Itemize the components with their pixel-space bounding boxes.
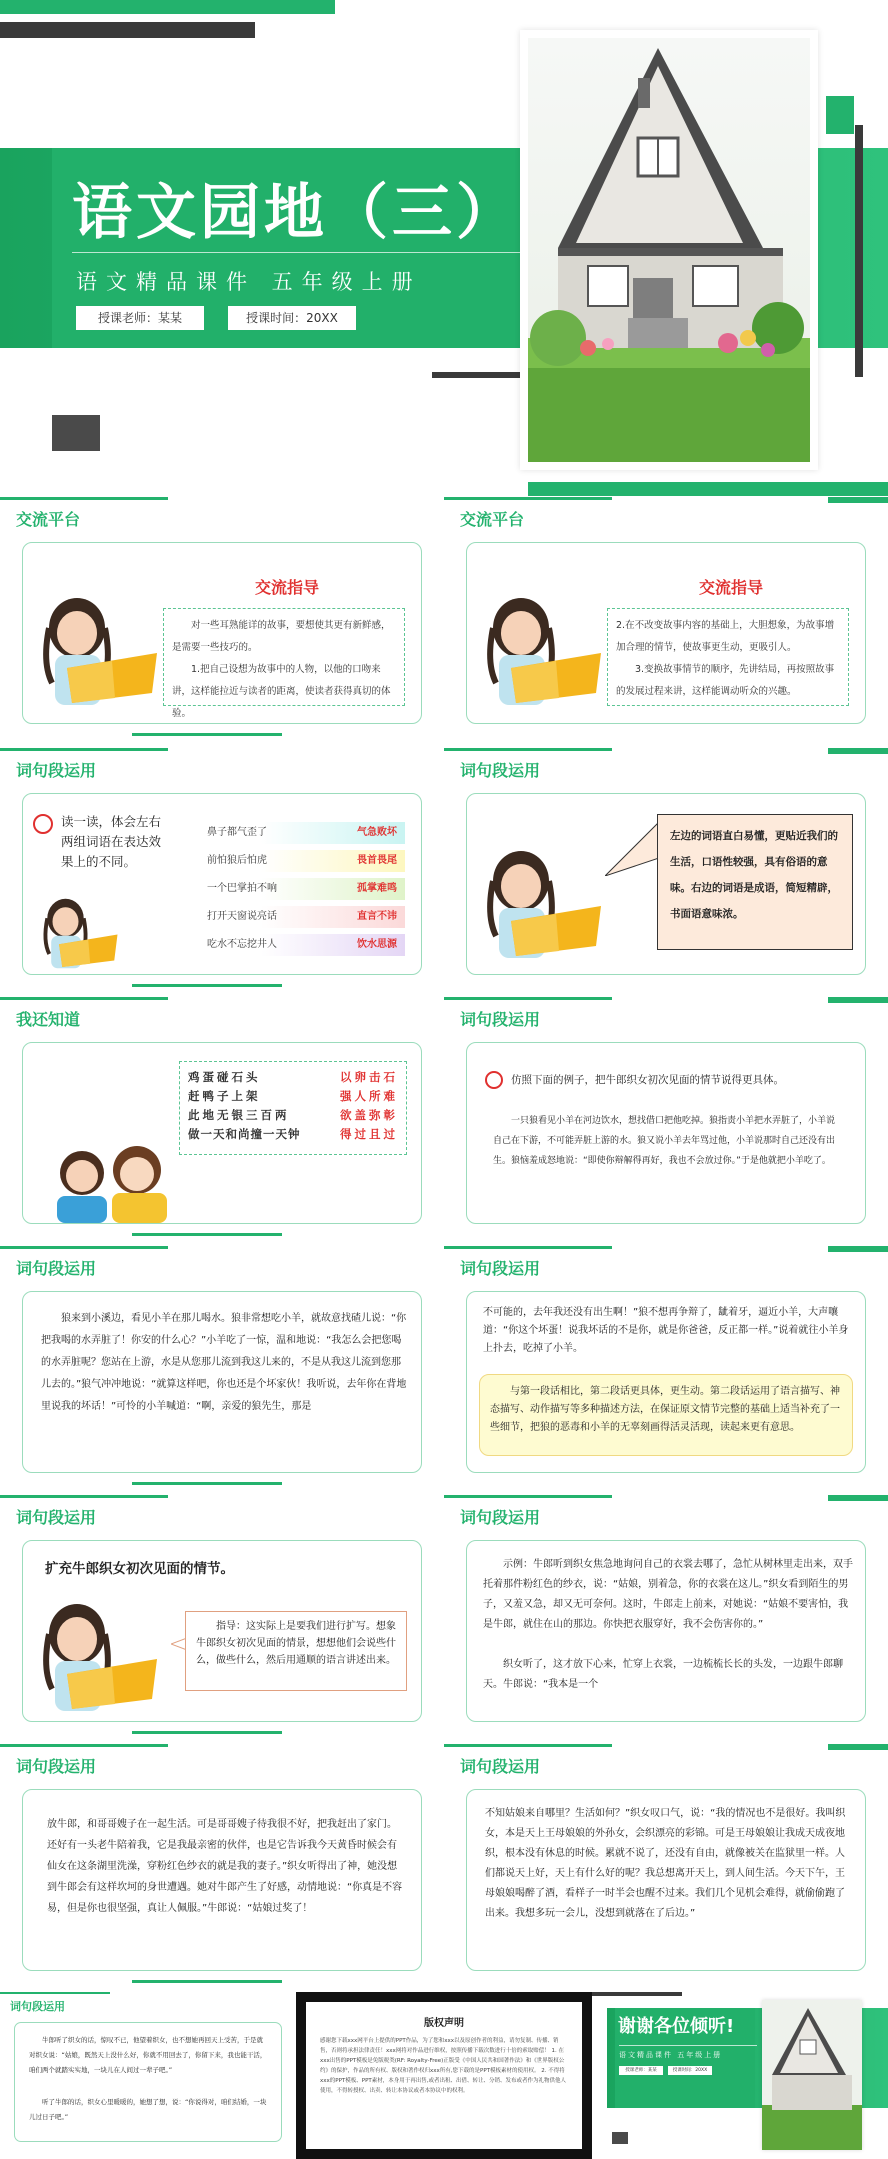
slide-card: [466, 793, 866, 975]
word-row: [199, 906, 405, 928]
slide-title: 词句段运用: [460, 1259, 541, 1278]
copyright-text: 感谢您下载xxx网平台上提供的PPT作品，为了您和xxx以及原创作者的利益，请勿复制、传播、销售，否则将承担法律责任！xxx网将对作品进行维权，按照传播下载次数进行十倍的索取赔偿！ 1. 在xxx出售的PPT模板是免版税类(RF: Royalty-Free)正版受《中国人民共和国著作法》和《世界版权公约》的保护，作品的所有权、版权和著作权归xxx所有,您下载的是PPT模板素材的使用权。 2. 不得将xxx的PPT模板、PPT素材，本身用于再出售,或者出租、出借、转让、分销、发布或者作为礼物供他人使用，不得转授权、出卖、转让本协议或者本协议中的权利。: [320, 2038, 567, 2094]
slide-corner-line: [828, 497, 888, 503]
word-right: 畏首畏尾: [357, 855, 397, 866]
guidance-box: [607, 608, 849, 706]
slide-title: 词句段运用: [460, 1010, 541, 1029]
slide-card: [466, 1291, 866, 1473]
slide-example-1: [444, 1495, 888, 1740]
word-right: 孤掌难鸣: [357, 883, 397, 894]
word-right: 饮水思源: [357, 939, 397, 950]
slide-corner-line: [828, 1495, 888, 1501]
girl-reading-image: [27, 1589, 162, 1719]
cover-bottom-line: [528, 482, 888, 496]
idiom-row: [188, 1125, 398, 1144]
thanks-time-tag: 授课时间：20XX: [668, 2066, 712, 2075]
cover-title: 语文园地（三）: [72, 178, 520, 248]
slide-words-compare: [0, 748, 444, 993]
slide-bottom-line: [132, 1980, 282, 1983]
idiom-box: [179, 1061, 407, 1155]
cover-divider: [72, 252, 527, 253]
guidance-p2: 3.变换故事情节的顺序，先讲结局，再按照故事的发展过程来讲，这样能调动听众的兴趣。: [616, 664, 835, 697]
slide-title: 词句段运用: [10, 2000, 65, 2013]
slide-top-line: [0, 1495, 168, 1498]
slide-top-line: [0, 1992, 110, 1994]
slide-card: [466, 542, 866, 724]
word-left: 鼻子都气歪了: [207, 827, 267, 838]
explain-callout: 左边的词语直白易懂，更贴近我们的生活，口语性较强，具有俗语的意味。右边的词语是成语，简短精辟，书面语意味浓。: [657, 814, 853, 950]
girl-reading-image: [27, 583, 162, 713]
slide-title: 交流平台: [16, 510, 81, 529]
cover-slide: [0, 0, 888, 480]
slide-example-3: [444, 1744, 888, 1989]
word-left: 一个巴掌拍不响: [207, 883, 277, 894]
slide-wolf-lamb-2: [444, 1246, 888, 1491]
slide-example-2: [0, 1744, 444, 1989]
idiom-left: 鸡蛋碰石头: [188, 1070, 261, 1084]
hint-box: 指导：这实际上是要我们进行扩写。想象牛郎织女初次见面的情景，想想他们会说些什么，做些什么，然后用通顺的语言讲述出来。: [185, 1611, 407, 1691]
slide-card: [22, 1042, 422, 1224]
cover-top-bar: [0, 0, 335, 14]
idiom-right: 以卵击石: [340, 1070, 398, 1084]
slide-card: [22, 793, 422, 975]
circle-bullet-icon: [33, 814, 53, 834]
slide-card: [22, 1291, 422, 1473]
slide-corner-line: [828, 997, 888, 1003]
wolf-lamb-short: 一只狼看见小羊在河边饮水，想找借口把他吃掉。狼指责小羊把水弄脏了，小羊说自己在下游，不可能弄脏上游的水。狼又说小羊去年骂过他，小羊说那时自己还没有出生。狼恼羞成怒地说：“即使你辩解得再好，我也不会放过你。”于是他就把小羊吃了。: [493, 1116, 836, 1166]
imitate-prompt: 仿照下面的例子，把牛郎织女初次见面的情节说得更具体。: [511, 1074, 784, 1086]
girl-reading-image: [33, 889, 121, 974]
thanks-dark-bar: [592, 1992, 682, 1996]
slide-top-line: [444, 497, 612, 500]
guidance-p1: 2.在不改变故事内容的基础上，大胆想象，为故事增加合理的情节，使故事更生动，更吸引人。: [616, 620, 835, 653]
section-heading: 交流指导: [699, 578, 764, 597]
cover-dark-square: [52, 415, 100, 451]
word-left: 前怕狼后怕虎: [207, 855, 267, 866]
slide-top-line: [0, 997, 168, 1000]
final-text-2: 听了牛郎的话，织女心里暖暖的，她想了想，说：“你说得对，咱们结婚，一块儿过日子吧。”: [29, 2098, 267, 2121]
copyright-slide: [296, 1992, 592, 2159]
task-heading: 扩充牛郎织女初次见面的情节。: [45, 1561, 234, 1577]
slide-card: [466, 1042, 866, 1224]
slide-title: 词句段运用: [460, 1508, 541, 1527]
slide-imitate: [444, 997, 888, 1242]
slide-card: [22, 1789, 422, 1971]
slide-title: 词句段运用: [16, 1508, 97, 1527]
slide-top-line: [0, 497, 168, 500]
word-left: 打开天窗说亮话: [207, 911, 277, 922]
idiom-right: 欲盖弥彰: [340, 1108, 398, 1122]
time-tag: 授课时间：20XX: [228, 306, 356, 330]
slide-top-line: [444, 1246, 612, 1249]
slide-i-know: [0, 997, 444, 1242]
guidance-p2: 1.把自己设想为故事中的人物，以他的口吻来讲，这样能拉近与读者的距离，使读者获得真切的体验。: [172, 664, 391, 719]
slide-card: [466, 1540, 866, 1722]
slide-exchange-2: [444, 497, 888, 742]
slide-exchange-1: [0, 497, 444, 742]
analysis-note: 与第一段话相比，第二段话更具体，更生动。第二段话运用了语言描写、神态描写、动作描写等多种描述方法，在保证原文情节完整的基础上适当补充了一些细节，把狼的恶毒和小羊的无辜刻画得活灵活现，读起来更有意思。: [479, 1374, 853, 1456]
slide-corner-line: [828, 748, 888, 754]
slide-corner-line: [828, 1246, 888, 1252]
thanks-teacher-tag: 授课老师：某某: [619, 2066, 663, 2075]
word-table: [199, 822, 405, 962]
slide-title: 我还知道: [16, 1010, 81, 1029]
word-right: 气急败坏: [357, 827, 397, 838]
idiom-right: 强人所难: [340, 1089, 398, 1103]
house-photo: [528, 38, 810, 462]
cover-dark-bar: [0, 22, 255, 38]
example-text: 不知姑娘来自哪里？生活如何？”织女叹口气，说：“我的情况也不是很好。我叫织女，本是天上王母娘娘的外孙女，会织漂亮的彩锦。可是王母娘娘让我成天成夜地织，根本没有休息的时候。累就不说了，还没有自由，就像被关在监狱里一样。人们都说天上好，天上有什么好的呢？我总想离开天上，到人间生活。今天下午，王母娘娘喝醉了酒，看样子一时半会也醒不过来。我们几个见机会难得，就偷偷跑了出来。我想多玩一会儿，没想到就落在了后边。”: [485, 1808, 846, 1919]
word-left: 吃水不忘挖井人: [207, 939, 277, 950]
thanks-divider: [619, 2045, 757, 2046]
girl-reading-image: [471, 583, 606, 713]
example-text: 放牛郎，和哥哥嫂子在一起生活。可是哥哥嫂子待我很不好，把我赶出了家门。还好有一头老牛陪着我，它是我最亲密的伙伴，也是它告诉我今天黄昏时候会有仙女在这条湖里洗澡，穿粉红色纱衣的就是我的妻子。”织女听得出了神，她没想到牛郎会有这样坎坷的身世遭遇。她对牛郎产生了好感，动情地说：“你真是不容易，但是你也很坚强，真让人佩服。”牛郎说：“姑娘过奖了！: [47, 1819, 403, 1914]
thanks-dark-square: [612, 2132, 628, 2144]
slide-card: [14, 2022, 282, 2142]
two-girls-image: [37, 1138, 187, 1223]
slide-card: [22, 542, 422, 724]
wolf-lamb-end: 不可能的，去年我还没有出生啊！”狼不想再争辩了，龇着牙，逼近小羊，大声嚷道：“你这个坏蛋！说我坏话的不是你，就是你爸爸，反正都一样。”说着就往小羊身上扑去，吃掉了小羊。: [483, 1307, 849, 1354]
circle-bullet-icon: [485, 1071, 503, 1089]
slide-title: 词句段运用: [460, 761, 541, 780]
slide-wolf-lamb-1: [0, 1246, 444, 1491]
section-heading: 交流指导: [255, 578, 320, 597]
slide-words-explain: [444, 748, 888, 993]
slide-card: [22, 1540, 422, 1722]
slide-bottom-line: [132, 1233, 282, 1236]
slide-card: [466, 1789, 866, 1971]
word-row: [199, 822, 405, 844]
slide-top-line: [444, 1495, 612, 1498]
idiom-row: [188, 1087, 398, 1106]
slide-title: 词句段运用: [16, 1757, 97, 1776]
wolf-lamb-long: 狼来到小溪边，看见小羊在那儿喝水。狼非常想吃小羊，就故意找碴儿说：“你把我喝的水弄脏了！你安的什么心？”小羊吃了一惊，温和地说：“我怎么会把您喝的水弄脏呢？您站在上游，水是从您那儿流到我这儿来的，不是从我这儿流到您那儿去的。”狼气冲冲地说：“就算这样吧，你也还是个坏家伙！我听说，去年你在背地里说我的坏话！”可怜的小羊喊道：“啊，亲爱的狼先生，那是: [41, 1313, 407, 1412]
slide-title: 词句段运用: [16, 1259, 97, 1278]
copyright-title: 版权声明: [424, 2018, 464, 2029]
cover-dark-line: [432, 372, 532, 378]
thanks-title: 谢谢各位倾听!: [618, 2016, 735, 2037]
guidance-box: [163, 608, 405, 719]
idiom-left: 赶鸭子上架: [188, 1089, 261, 1103]
word-row: [199, 934, 405, 956]
cover-dark-vertical: [855, 125, 863, 377]
idiom-left: 做一天和尚撞一天钟: [188, 1127, 301, 1141]
slide-top-line: [444, 748, 612, 751]
slide-bottom-line: [132, 1731, 282, 1734]
slide-top-line: [0, 1744, 168, 1747]
idiom-row: [188, 1106, 398, 1125]
girl-reading-image: [471, 836, 606, 966]
slide-corner-line: [828, 1744, 888, 1750]
guidance-p1: 对一些耳熟能详的故事，要想使其更有新鲜感，是需要一些技巧的。: [172, 620, 391, 653]
idiom-row: [188, 1068, 398, 1087]
compare-prompt: 读一读，体会左右两组词语在表达效果上的不同。: [61, 814, 162, 869]
word-right: 直言不讳: [357, 911, 397, 922]
idiom-right: 得过且过: [340, 1127, 398, 1141]
slide-bottom-line: [132, 1482, 282, 1485]
example-text-2: 织女听了，这才放下心来，忙穿上衣裳，一边梳梳长长的头发，一边跟牛郎聊天。牛郎说：“我本是一个: [483, 1659, 843, 1690]
slide-top-line: [0, 1246, 168, 1249]
teacher-tag: 授课老师：某某: [76, 306, 204, 330]
slide-top-line: [444, 1744, 612, 1747]
word-row: [199, 850, 405, 872]
cover-subtitle: 语文精品课件 五年级上册: [76, 270, 422, 294]
slide-title: 交流平台: [460, 510, 525, 529]
slide-bottom-line: [132, 984, 282, 987]
slide-top-line: [444, 997, 612, 1000]
slide-final-story: [0, 1992, 296, 2159]
example-text: 示例：牛郎听到织女焦急地询问自己的衣裳去哪了，急忙从树林里走出来，双手托着那件粉红色的纱衣，说：“姑娘，别着急，你的衣裳在这儿。”织女看到陌生的男子，又羞又急，却又无可奈何。这时，牛郎走上前来，对她说：“姑娘不要害怕，我是牛郎，就住在山的那边。你快把衣服穿好，我不会伤害你的。”: [483, 1559, 853, 1630]
idiom-left: 此地无银三百两: [188, 1108, 290, 1122]
final-text-1: 牛郎听了织女的话，惊叹不已，他望着织女，也不想她再回天上受苦，于是就对织女说：“姑娘，既然天上没什么好，你就不用回去了，你留下来，我也能干活，咱们两个就踏实实地，一块儿在人间过一辈子吧。”: [29, 2036, 267, 2074]
word-row: [199, 878, 405, 900]
cover-green-square: [826, 96, 854, 134]
thanks-house-photo: [762, 2000, 862, 2150]
slide-bottom-line: [132, 733, 282, 736]
slide-top-line: [0, 748, 168, 751]
slide-title: 词句段运用: [460, 1757, 541, 1776]
slide-title: 词句段运用: [16, 761, 97, 780]
callout-pointer: [605, 816, 665, 876]
thanks-subtitle: 语文精品课件 五年级上册: [619, 2051, 723, 2059]
slide-expand-task: [0, 1495, 444, 1740]
